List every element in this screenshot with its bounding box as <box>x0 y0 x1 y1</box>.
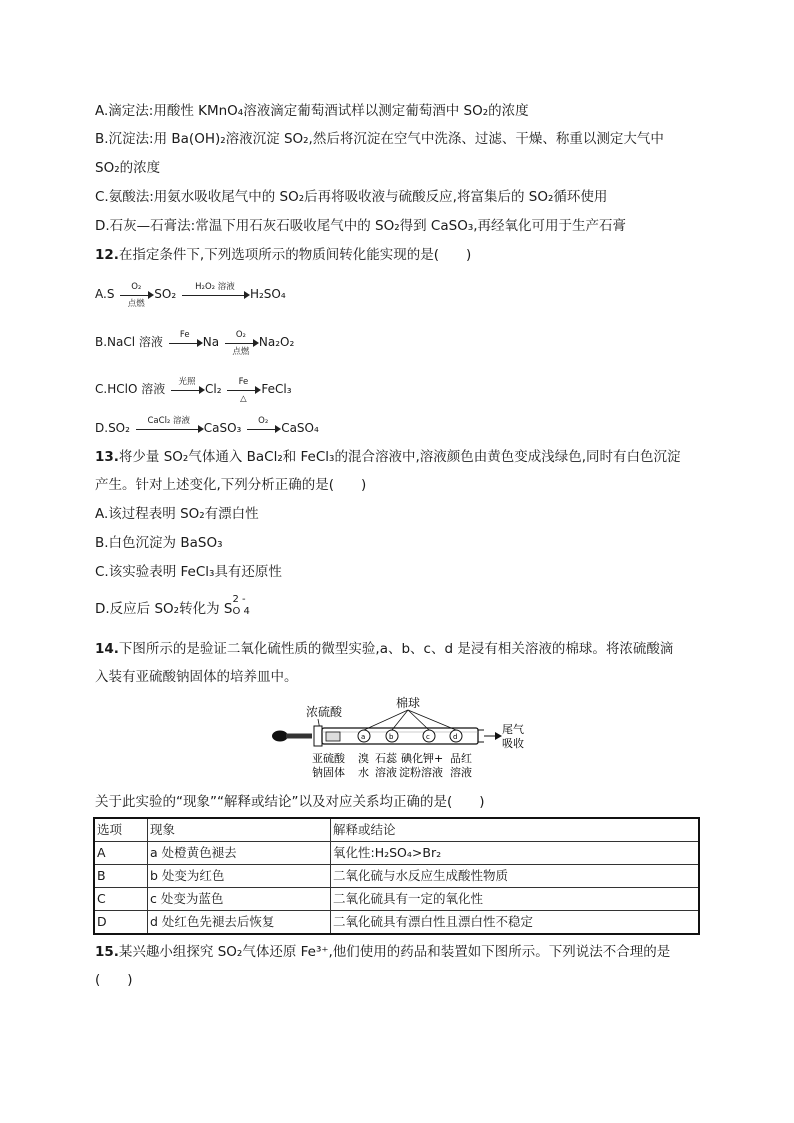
q14-number: 14. <box>95 641 119 657</box>
header-cell: 解释或结论 <box>331 818 700 842</box>
q14-stem-text: 下图所示的是验证二氧化硫性质的微型实验,a、b、c、d 是浸有相关溶液的棉球。将浓硫酸滴 <box>118 641 674 657</box>
species: NaCl 溶液 <box>107 335 163 349</box>
option-label: C. <box>95 382 108 396</box>
species: HClO 溶液 <box>107 382 166 396</box>
dropper-stem <box>286 734 312 739</box>
arrow-condition: 光照 <box>178 376 196 387</box>
reaction-arrow <box>180 281 250 305</box>
q13-option-b: B.白色沉淀为 BaSO₃ <box>95 535 223 551</box>
table-row <box>94 888 699 911</box>
q13-option-a: A.该过程表明 SO₂有漂白性 <box>95 506 259 522</box>
q11-option-b-line1: B.沉淀法:用 Ba(OH)₂溶液沉淀 SO₂,然后将沉淀在空气中洗涤、过滤、干燥、称重以测定大气中 <box>95 131 664 147</box>
tube-cap <box>314 726 322 746</box>
conclusion-cell: 二氧化硫具有一定的氧化性 <box>331 888 700 911</box>
q13-stem-line1 <box>95 447 681 467</box>
table-row <box>94 865 699 888</box>
q12-stem <box>95 245 471 265</box>
bottom-label-1b: 钠固体 <box>312 766 345 779</box>
bottom-label-3a: 石蕊 <box>375 752 397 765</box>
apparatus-figure <box>266 692 536 784</box>
q13-option-d <box>95 594 256 619</box>
q11-option-a: A.滴定法:用酸性 KMnO₄溶液滴定葡萄酒试样以测定葡萄酒中 SO₂的浓度 <box>95 103 529 119</box>
q12-option-c <box>95 376 292 404</box>
q15-answer-paren: ( ) <box>95 972 133 988</box>
species: Na₂O₂ <box>258 335 295 349</box>
conc-acid-label: 浓硫酸 <box>306 705 343 719</box>
q11-option-c: C.氨酸法:用氨水吸收尾气中的 SO₂后再将吸收液与硫酸反应,将富集后的 SO₂循环使用 <box>95 189 608 205</box>
q12-stem-text: 在指定条件下,下列选项所示的物质间转化能实现的是( ) <box>118 247 472 263</box>
ion-charge: 2 - <box>232 594 246 605</box>
q15-stem-text: 某兴趣小组探究 SO₂气体还原 Fe³⁺,他们使用的药品和装置如下图所示。下列说法不合理的是 <box>118 944 671 960</box>
ion-formula: O 4 <box>232 606 250 617</box>
q13-option-c: C.该实验表明 FeCl₃具有还原性 <box>95 564 282 580</box>
q14-options-table <box>93 817 700 935</box>
reaction-arrow <box>167 329 203 353</box>
tail-gas-label-2: 吸收 <box>502 737 524 750</box>
sulfate-ion <box>232 594 256 619</box>
bottom-label-4b: 淀粉溶液 <box>399 766 443 779</box>
species: H₂SO₄ <box>249 287 286 301</box>
bottom-label-2a: 溴 <box>358 752 369 765</box>
species: SO₂ <box>108 421 130 435</box>
option-cell: B <box>94 865 148 888</box>
bottom-label-4a: 碘化钾+ <box>401 752 444 765</box>
species: FeCl₃ <box>261 382 292 396</box>
reaction-arrow <box>118 281 154 309</box>
bottom-label-5b: 溶液 <box>450 766 472 779</box>
q14-table-intro: 关于此实验的“现象”“解释或结论”以及对应关系均正确的是( ) <box>95 794 485 810</box>
arrow-condition: 点燃 <box>232 346 250 357</box>
bottom-label-3b: 溶液 <box>375 766 397 779</box>
option-cell: C <box>94 888 148 911</box>
arrow-condition: O₂ <box>235 329 246 340</box>
arrow-condition: O₂ <box>131 281 142 292</box>
phenomenon-cell: c 处变为蓝色 <box>148 888 331 911</box>
tail-gas-label-1: 尾气 <box>502 723 524 736</box>
reaction-arrow <box>169 376 205 400</box>
q11-option-d: D.石灰—石膏法:常温下用石灰石吸收尾气中的 SO₂得到 CaSO₃,再经氧化可用于生产石膏 <box>95 218 627 234</box>
ball-letter-c: c <box>426 733 430 741</box>
phenomenon-cell: b 处变为红色 <box>148 865 331 888</box>
q13-stem-line2: 产生。针对上述变化,下列分析正确的是( ) <box>95 477 367 493</box>
arrow-condition: CaCl₂ 溶液 <box>147 415 191 426</box>
q14-stem-line2: 入装有亚硫酸钠固体的培养皿中。 <box>95 669 298 685</box>
ball-letter-a: a <box>361 733 366 741</box>
species: CaSO₄ <box>281 421 319 435</box>
q15-stem <box>95 942 670 962</box>
conclusion-cell: 二氧化硫具有漂白性且漂白性不稳定 <box>331 911 700 935</box>
conclusion-cell: 二氧化硫与水反应生成酸性物质 <box>331 865 700 888</box>
q12-number: 12. <box>95 247 119 263</box>
table-row <box>94 911 699 935</box>
arrow-condition: Fe <box>179 329 190 340</box>
option-label: B. <box>95 335 108 349</box>
option-label: D. <box>95 421 109 435</box>
table-header-row <box>94 818 699 842</box>
q11-option-b-line2: SO₂的浓度 <box>95 160 161 176</box>
species: Na <box>202 335 220 349</box>
option-cell: D <box>94 911 148 935</box>
q13-option-d-text: D.反应后 SO₂转化为 S <box>95 601 233 617</box>
bottom-label-2b: 水 <box>358 766 369 779</box>
phenomenon-cell: a 处橙黄色褪去 <box>148 842 331 865</box>
arrow-condition: △ <box>240 393 247 404</box>
petri-dish <box>326 732 340 741</box>
header-cell: 选项 <box>94 818 148 842</box>
reaction-arrow <box>225 376 261 404</box>
phenomenon-cell: d 处红色先褪去后恢复 <box>148 911 331 935</box>
species: S <box>106 287 115 301</box>
reaction-arrow <box>134 415 204 439</box>
q15-number: 15. <box>95 944 119 960</box>
reaction-arrow <box>223 329 259 357</box>
q12-option-b <box>95 329 295 357</box>
arrow-condition: Fe <box>238 376 249 387</box>
bottom-label-1a: 亚硫酸 <box>312 752 345 765</box>
arrow-condition: 点燃 <box>127 298 145 309</box>
conclusion-cell: 氧化性:H₂SO₄>Br₂ <box>331 842 700 865</box>
q13-number: 13. <box>95 449 119 465</box>
q13-stem-text: 将少量 SO₂气体通入 BaCl₂和 FeCl₃的混合溶液中,溶液颜色由黄色变成浅绿色,同时有白色沉淀 <box>118 449 681 465</box>
q12-option-d <box>95 415 319 439</box>
option-cell: A <box>94 842 148 865</box>
cotton-label: 棉球 <box>396 696 421 710</box>
ball-letter-b: b <box>389 733 394 741</box>
option-label: A. <box>95 287 107 301</box>
header-cell: 现象 <box>148 818 331 842</box>
species: SO₂ <box>154 287 177 301</box>
reaction-arrow <box>245 415 281 439</box>
arrow-condition: H₂O₂ 溶液 <box>195 281 235 292</box>
q12-option-a <box>95 281 286 309</box>
arrow-condition: O₂ <box>258 415 269 426</box>
species: Cl₂ <box>205 382 222 396</box>
ball-letter-d: d <box>453 733 458 741</box>
bottom-label-5a: 品红 <box>450 752 472 765</box>
dropper-bulb <box>272 731 288 742</box>
species: CaSO₃ <box>203 421 242 435</box>
table-row <box>94 842 699 865</box>
q14-stem-line1 <box>95 639 673 659</box>
